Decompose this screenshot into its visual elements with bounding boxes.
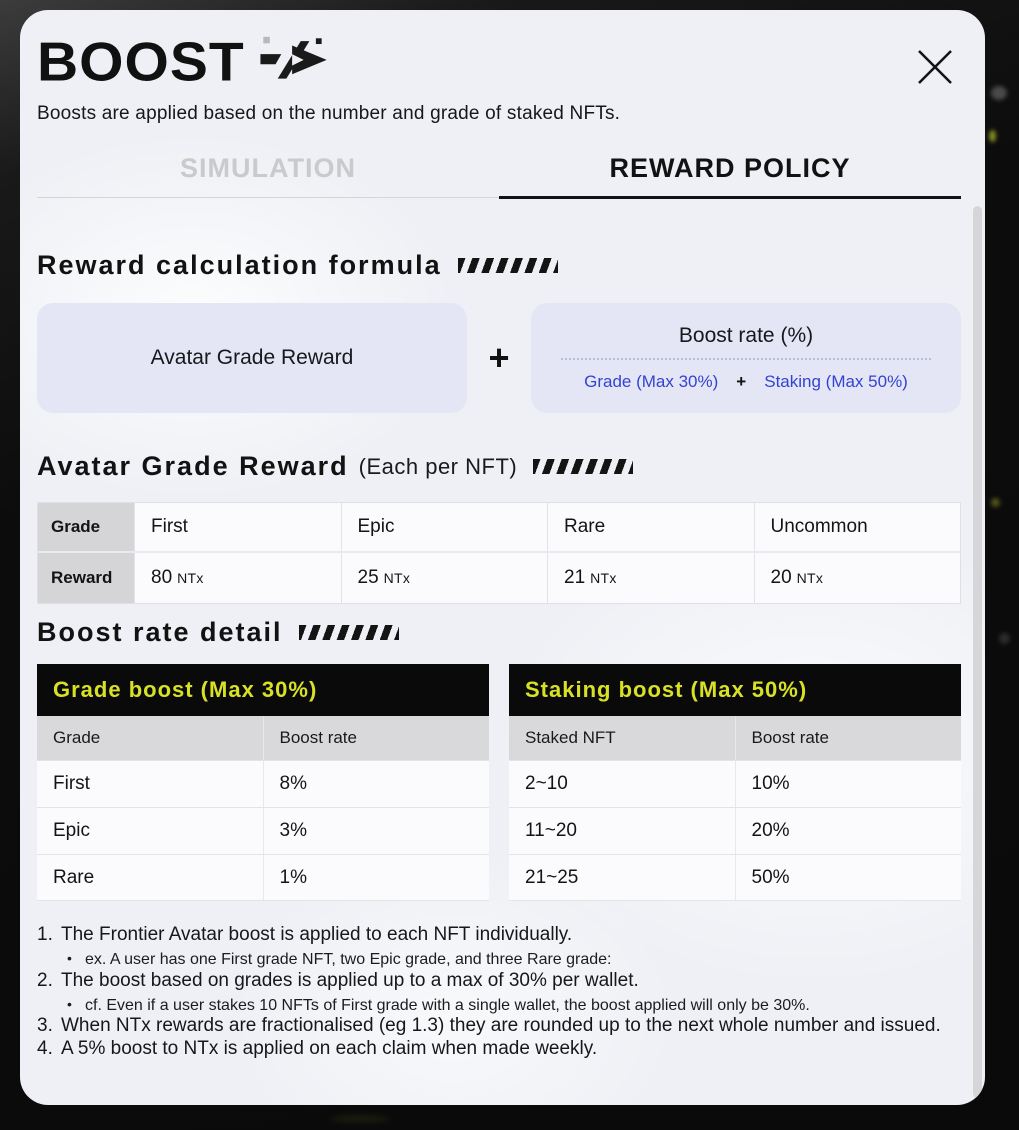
formula-row [37, 303, 961, 413]
cell: 2~10 [525, 773, 568, 794]
reward-cell [341, 553, 548, 603]
cell: 11~20 [525, 820, 577, 841]
grade-boost-header-row [37, 716, 489, 760]
reward-cell [547, 553, 754, 603]
modal-header [37, 31, 961, 93]
dotted-divider [561, 358, 931, 360]
cell: Rare [53, 866, 95, 888]
section-heading-formula [37, 250, 961, 281]
grade-cell: Uncommon [754, 503, 961, 553]
cell: 3% [263, 808, 490, 854]
note-number: 3. [37, 1015, 53, 1037]
scrollbar[interactable] [973, 206, 982, 1098]
backdrop-speck [991, 498, 1000, 507]
cell: 1% [263, 855, 490, 900]
grade-cell: Rare [547, 503, 754, 553]
boost-rate-label: Boost rate (%) [678, 324, 814, 347]
note-item [37, 924, 961, 970]
note-text: The boost based on grades is applied up to a max of 30% per wallet. [61, 969, 639, 991]
reward-unit: NTx [383, 570, 411, 586]
note-item [37, 1038, 961, 1060]
modal-subtitle: Boosts are applied based on the number and grade of staked NFTs. [37, 103, 621, 124]
formula-heading-text: Reward calculation formula [37, 250, 442, 280]
grade-cell: Epic [341, 503, 548, 553]
reward-cell [754, 553, 961, 603]
section-heading-grade-reward [37, 451, 961, 482]
note-number: 2. [37, 969, 53, 991]
cell: 21~25 [525, 866, 579, 888]
table-row [37, 854, 489, 901]
section-heading-boost-detail [37, 617, 961, 648]
reward-unit: NTx [590, 570, 617, 586]
boost-detail-heading-text: Boost rate detail [37, 617, 283, 647]
column-header: Boost rate [735, 716, 962, 760]
note-item [37, 1015, 961, 1037]
stripes-decoration-icon [299, 625, 399, 640]
formula-right-box [531, 303, 961, 413]
stripes-decoration-icon [458, 258, 558, 273]
table-row [37, 760, 489, 807]
notes-list [37, 924, 961, 1060]
boost-tables-row [37, 664, 961, 901]
staking-boost-table [509, 664, 961, 901]
note-number: 1. [37, 924, 53, 945]
backdrop-speck [989, 130, 996, 142]
grade-max-label: Grade (Max 30%) [584, 372, 719, 391]
column-header: Boost rate [263, 716, 490, 760]
column-header: Grade [53, 728, 101, 747]
cell: First [53, 773, 90, 794]
note-item [37, 970, 961, 1016]
grade-boost-table [37, 664, 489, 901]
reward-cell [134, 553, 341, 603]
tab-bar [37, 153, 961, 198]
staking-boost-title: Staking boost (Max 50%) [509, 664, 961, 716]
staking-max-label: Staking (Max 50%) [764, 372, 908, 391]
cell: 20% [735, 808, 962, 854]
note-text: The Frontier Avatar boost is applied to each NFT individually. [61, 924, 573, 945]
reward-value: 21 [564, 567, 586, 588]
row-header-grade: Grade [38, 503, 134, 553]
boost-modal [20, 10, 985, 1105]
reward-value: 20 [770, 567, 792, 588]
note-text: A 5% boost to NTx is applied on each claim when made weekly. [61, 1037, 598, 1059]
backdrop-speck [991, 86, 1007, 100]
bullet-icon: • [67, 950, 72, 967]
staking-boost-header-row [509, 716, 961, 760]
grade-reward-table [37, 502, 961, 604]
boost-arrow-icon [259, 31, 331, 88]
grade-reward-heading-text: Avatar Grade Reward [37, 451, 349, 481]
sub-note-text: cf. Even if a user stakes 10 NFTs of First grade with a single wallet, the boost applied will only be 30%. [85, 997, 810, 1014]
column-header: Staked NFT [525, 728, 616, 747]
cell: 10% [735, 761, 962, 807]
formula-plus-sign: + [488, 337, 510, 378]
backdrop-speck [330, 1116, 390, 1122]
table-row [37, 807, 489, 854]
table-row [509, 760, 961, 807]
table-row [509, 807, 961, 854]
boost-rate-breakdown [584, 372, 908, 392]
table-row [509, 854, 961, 901]
formula-left-box [37, 303, 467, 413]
cell: Epic [53, 820, 90, 841]
note-number: 4. [37, 1037, 53, 1059]
cell: 8% [263, 761, 490, 807]
bullet-icon: • [67, 996, 72, 1012]
reward-value: 25 [357, 567, 379, 588]
close-icon [915, 75, 955, 90]
backdrop-speck [999, 633, 1010, 644]
close-button[interactable] [913, 46, 957, 90]
breakdown-plus-sign: + [736, 372, 747, 391]
avatar-grade-reward-label: Avatar Grade Reward [150, 346, 354, 369]
reward-unit: NTx [177, 570, 204, 586]
note-text: When NTx rewards are fractionalised (eg 1.3) they are rounded up to the next whole number and issued. [61, 1015, 941, 1037]
tab-simulation[interactable]: SIMULATION [180, 153, 356, 183]
grade-boost-title: Grade boost (Max 30%) [37, 664, 489, 716]
reward-value: 80 [151, 567, 173, 588]
tab-reward-policy[interactable]: REWARD POLICY [499, 153, 961, 199]
grade-reward-heading-suffix: (Each per NFT) [358, 453, 518, 479]
row-header-reward: Reward [38, 553, 134, 603]
grade-cell: First [134, 503, 341, 553]
reward-unit: NTx [796, 570, 824, 586]
sub-note-text: ex. A user has one First grade NFT, two Epic grade, and three Rare grade: [85, 951, 612, 969]
stripes-decoration-icon [533, 459, 633, 474]
page-title: BOOST [37, 31, 245, 93]
cell: 50% [735, 855, 962, 900]
